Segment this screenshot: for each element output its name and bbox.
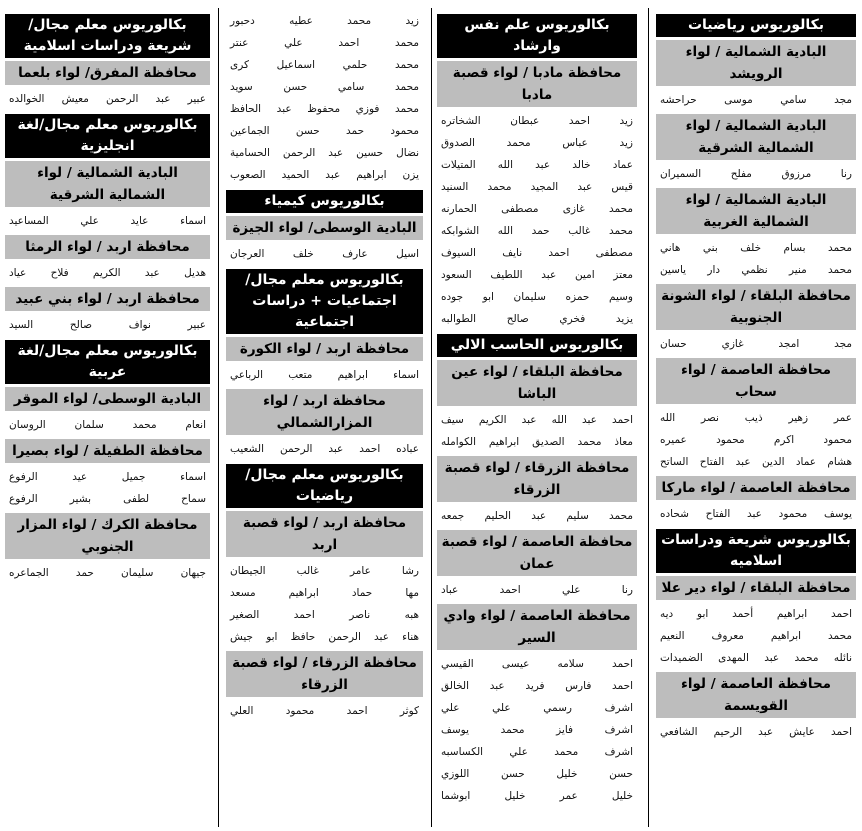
region-subheader: محافظة اربد / لواء قصبة اربد <box>226 511 423 557</box>
person-name: يوسف محمود عبد الفتاح شحاده <box>660 508 852 520</box>
person-name: اسماء ابراهيم متعب الرباعي <box>230 369 419 381</box>
section-header: بكالوريوس الحاسب الالي <box>437 334 637 357</box>
region-subheader: البادية الوسطى/ لواء الموقر <box>5 387 210 411</box>
person-name: محمد سامي حسن سويد <box>230 81 419 93</box>
person-name: اشرف فايز محمد يوسف <box>441 724 633 736</box>
person-name: نائله محمد عبد المهدى الضميدات <box>660 652 852 664</box>
person-name: عماد خالد عبد الله المتيلات <box>441 159 633 171</box>
column-divider <box>431 8 432 827</box>
person-name: مها حماد ابراهيم مسعد <box>230 587 419 599</box>
person-name: خليل عمر خليل ابوشما <box>441 790 633 802</box>
person-name: هديل عبد الكريم فلاح عياد <box>9 267 206 279</box>
region-subheader: محافظة العاصمة / لواء سحاب <box>656 358 856 404</box>
column-3 <box>226 10 423 826</box>
person-name: احمد فارس فريد عبد الخالق <box>441 680 633 692</box>
person-name: زيد احمد عبطان الشخاتره <box>441 115 633 127</box>
person-name: احمد عبد الله عبد الكريم سيف <box>441 414 633 426</box>
region-subheader: محافظة الزرقاء / لواء قصبة الزرقاء <box>437 456 637 502</box>
person-name: اسماء عايد علي المساعيد <box>9 215 206 227</box>
person-name: محمد بسام خلف بني هاني <box>660 242 852 254</box>
person-name: معتز امين عبد اللطيف السعود <box>441 269 633 281</box>
person-name: زيد عباس محمد الصدوق <box>441 137 633 149</box>
person-name: زيد محمد عطيه دحبور <box>230 15 419 27</box>
region-subheader: محافظة اربد / لواء الرمثا <box>5 235 210 259</box>
column-divider <box>218 8 219 827</box>
person-name: جيهان سليمان حمد الجماعره <box>9 567 206 579</box>
region-subheader: البادية الوسطى/ لواء الجيزة <box>226 216 423 240</box>
person-name: محمد غالب حمد الله الشوابكه <box>441 225 633 237</box>
section-header: بكالوريوس معلم مجال/لغة انجليزية <box>5 114 210 158</box>
person-name: هناء عبد الرحمن حافظ ابو جيش <box>230 631 419 643</box>
section-header: بكالوريوس معلم مجال/ رياضيات <box>226 464 423 508</box>
person-name: كوثر احمد محمود العلي <box>230 705 419 717</box>
region-subheader: محافظة الكرك / لواء المزار الجنوبي <box>5 513 210 559</box>
region-subheader: البادية الشمالية / لواء الشمالية الغربية <box>656 188 856 234</box>
person-name: عباده احمد عبد الرحمن الشعيب <box>230 443 419 455</box>
person-name: محمد منير نظمي دار ياسين <box>660 264 852 276</box>
region-subheader: محافظة اربد / لواء الكورة <box>226 337 423 361</box>
region-subheader: البادية الشمالية / لواء الشمالية الشرقية <box>656 114 856 160</box>
section-header: بكالوريوس علم نفس وارشاد <box>437 14 637 58</box>
column-1 <box>656 10 856 826</box>
region-subheader: محافظة المفرق/ لواء بلعما <box>5 61 210 85</box>
section-header: بكالوريوس معلم مجال/لغة عربية <box>5 340 210 384</box>
person-name: قيس عبد المجيد محمد السنيد <box>441 181 633 193</box>
person-name: احمد ابراهيم أحمد ابو ديه <box>660 608 852 620</box>
region-subheader: محافظة اربد / لواء بني عبيد <box>5 287 210 311</box>
region-subheader: محافظة الطفيلة / لواء بصيرا <box>5 439 210 463</box>
person-name: مجد سامي موسى حراحشه <box>660 94 852 106</box>
person-name: وسيم حمزه سليمان ابو جوده <box>441 291 633 303</box>
region-subheader: محافظة البلقاء / لواء الشونة الجنوبية <box>656 284 856 330</box>
person-name: محمود حمد حسن الجماعين <box>230 125 419 137</box>
person-name: محمد سليم عبد الحليم جمعه <box>441 510 633 522</box>
person-name: مجد امجد غازي حسان <box>660 338 852 350</box>
person-name: محمد ابراهيم معروف النعيم <box>660 630 852 642</box>
region-subheader: محافظة العاصمة / لواء وادي السير <box>437 604 637 650</box>
region-subheader: محافظة اربد / لواء المزارالشمالي <box>226 389 423 435</box>
person-name: احمد سلامه عيسى القيسي <box>441 658 633 670</box>
region-subheader: البادية الشمالية / لواء الرويشد <box>656 40 856 86</box>
person-name: معاذ محمد الصديق ابراهيم الكوامله <box>441 436 633 448</box>
person-name: محمد فوزي محفوظ عبد الحافظ <box>230 103 419 115</box>
person-name: اسماء جميل عيد الرفوع <box>9 471 206 483</box>
person-name: عبير نواف صالح السيد <box>9 319 206 331</box>
person-name: اسيل عارف خلف العرجان <box>230 248 419 260</box>
person-name: مصطفى احمد نايف السيوف <box>441 247 633 259</box>
person-name: سماح لطفى بشير الرفوع <box>9 493 206 505</box>
region-subheader: محافظة العاصمة / لواء القويسمة <box>656 672 856 718</box>
person-name: عمر زهير ذيب نصر الله <box>660 412 852 424</box>
region-subheader: محافظة العاصمة / لواء ماركا <box>656 476 856 500</box>
region-subheader: محافظة مادبا / لواء قصبة مادبا <box>437 61 637 107</box>
column-divider <box>648 8 649 827</box>
person-name: احمد عايش عبد الرحيم الشافعي <box>660 726 852 738</box>
region-subheader: محافظة الزرقاء / لواء قصبة الزرقاء <box>226 651 423 697</box>
section-header: بكالوريوس معلم مجال/شريعة ودراسات اسلامية <box>5 14 210 58</box>
section-header: بكالوريوس كيمياء <box>226 190 423 213</box>
person-name: هبه ناصر احمد الصغير <box>230 609 419 621</box>
person-name: انعام محمد سلمان الروسان <box>9 419 206 431</box>
person-name: محمد احمد علي عنتر <box>230 37 419 49</box>
section-header: بكالوريوس معلم مجال/ اجتماعيات + دراسات اجتماعية <box>226 269 423 334</box>
section-header: بكالوريوس رياضيات <box>656 14 856 37</box>
person-name: عبير عبد الرحمن معيش الخوالده <box>9 93 206 105</box>
person-name: محمد غازى مصطفى الحمارنه <box>441 203 633 215</box>
person-name: يزن ابراهيم عبد الحميد الصعوب <box>230 169 419 181</box>
column-4 <box>5 10 210 826</box>
person-name: اشرف محمد علي الكساسبه <box>441 746 633 758</box>
column-2 <box>437 10 637 826</box>
person-name: نضال حسين عبد الرحمن الحسامية <box>230 147 419 159</box>
person-name: هشام عماد الدين عبد الفتاح الساتح <box>660 456 852 468</box>
region-subheader: البادية الشمالية / لواء الشمالية الشرقية <box>5 161 210 207</box>
section-header: بكالوريوس شريعة ودراسات اسلاميه <box>656 529 856 573</box>
person-name: محمود اكرم محمود عميره <box>660 434 852 446</box>
person-name: اشرف رسمي علي علي <box>441 702 633 714</box>
region-subheader: محافظة البلقاء / لواء دير علا <box>656 576 856 600</box>
person-name: حسن خليل حسن اللوزي <box>441 768 633 780</box>
person-name: رشا عامر غالب الجيطان <box>230 565 419 577</box>
person-name: رنا مرزوق مفلح السميران <box>660 168 852 180</box>
person-name: محمد حلمي اسماعيل كرى <box>230 59 419 71</box>
region-subheader: محافظة البلقاء / لواء عين الباشا <box>437 360 637 406</box>
person-name: يزيد فخري صالح الطوالبه <box>441 313 633 325</box>
region-subheader: محافظة العاصمة / لواء قصبة عمان <box>437 530 637 576</box>
person-name: رنا علي احمد عباد <box>441 584 633 596</box>
